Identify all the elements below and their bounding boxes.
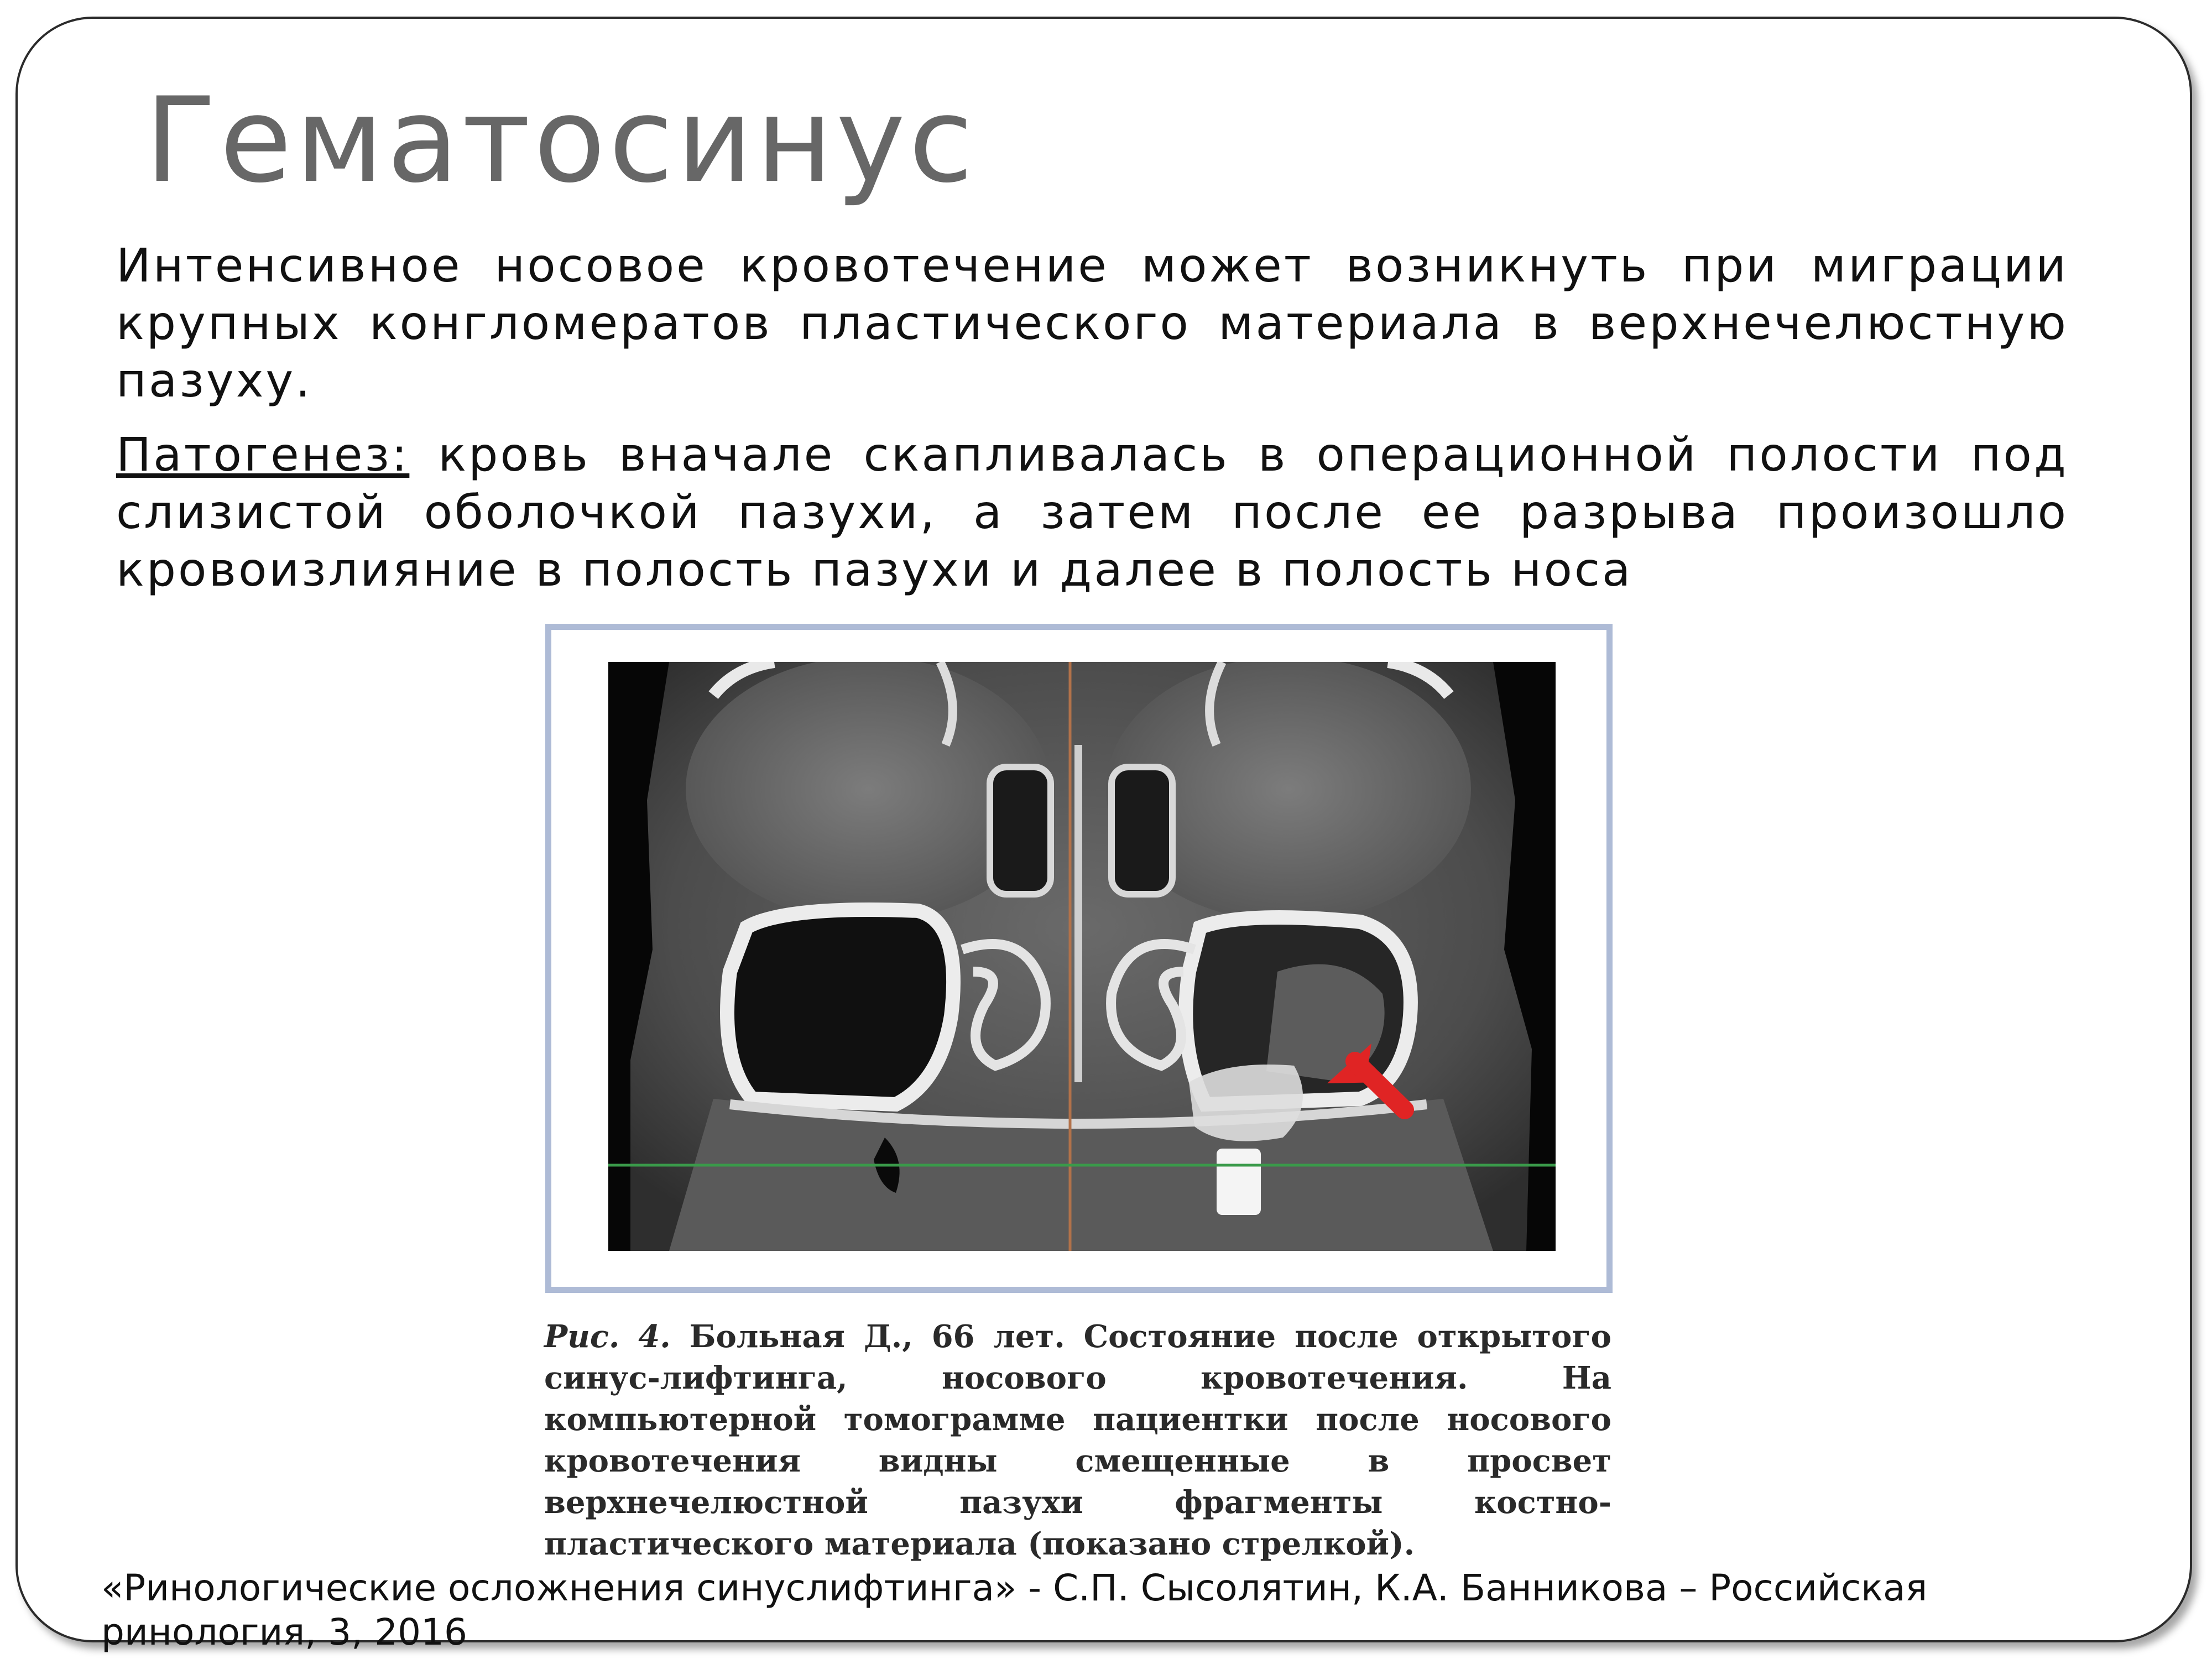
ct-scan-image [608,662,1556,1251]
intro-paragraph: Интенсивное носовое кровотечение может возникнуть при миграции крупных конгломератов пластического материала в верхнечелюстную пазуху. [116,238,2068,408]
pathogenesis-text: кровь вначале скапливалась в операционной полости под слизистой оболочкой пазухи, а затем после ее разрыва произошло кровоизлияние в полость пазухи и далее в полость носа [116,427,2068,597]
pathogenesis-label: Патогенез: [116,427,410,482]
pathogenesis-paragraph [116,426,2068,598]
figure-caption-text: Больная Д., 66 лет. Состояние после открытого синус-лифтинга, носового кровотечения. На компьютерной томограмме пациентки после носового кровотечения видны смещенные в просвет верхнечелюстной пазухи фрагменты костно-пластического материала (показано стрелкой). [544,1318,1612,1562]
source-citation: «Ринологические осложнения синуслифтинга» - С.П. Сысолятин, К.А. Банникова – Российская ринология, 3, 2016 [101,1567,1928,1653]
figure-caption [544,1316,1611,1565]
slide-title: Гематосинус [145,72,977,208]
figure-caption-label: Рис. 4. [544,1318,671,1355]
